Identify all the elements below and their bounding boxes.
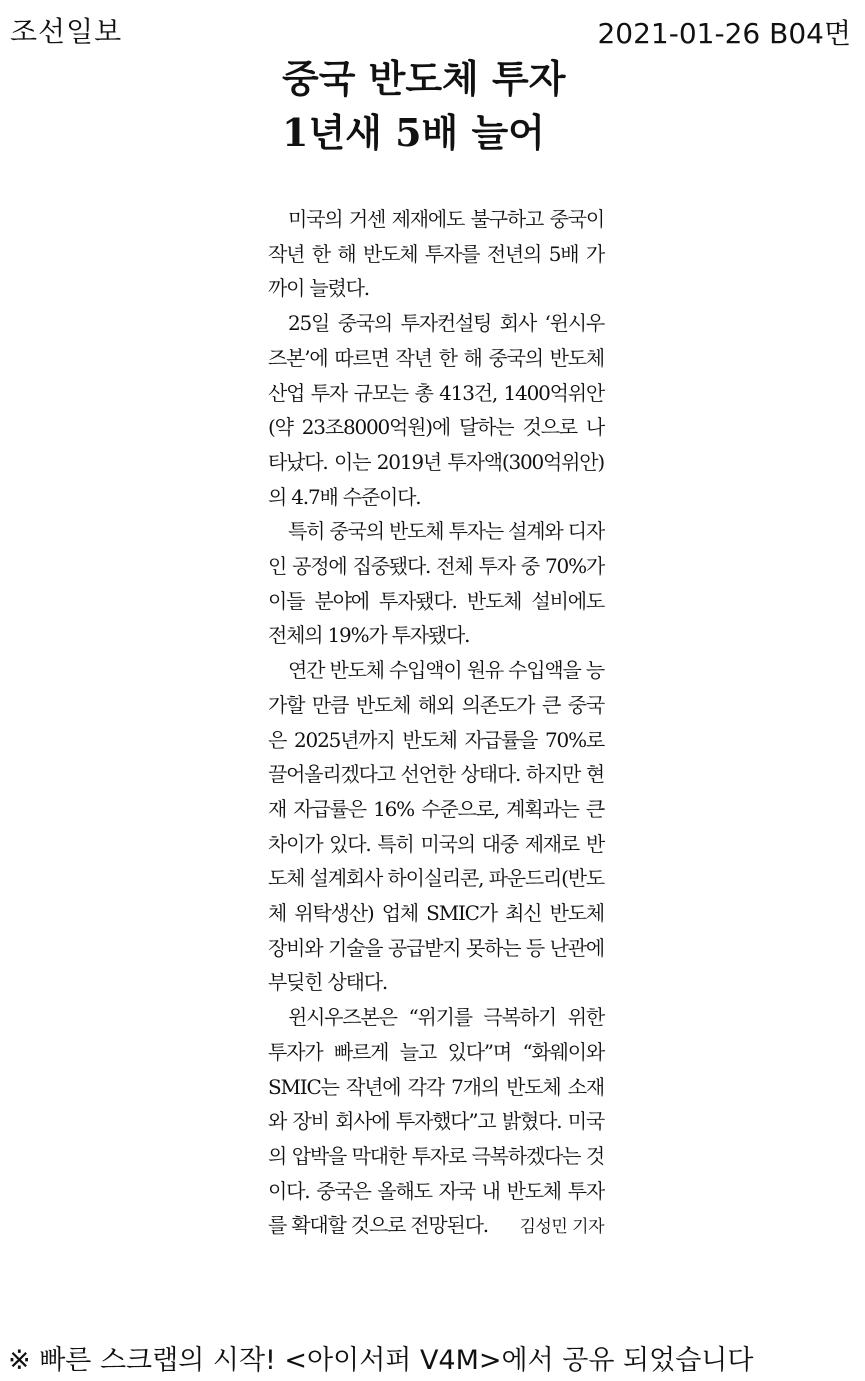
article-paragraph: 특히 중국의 반도체 투자는 설계와 디자인 공정에 집중됐다. 전체 투자 중 70%가 이들 분야에 투자됐다. 반도체 설비에도 전체의 19%가 투자됐다. bbox=[268, 519, 604, 648]
publication-name: 조선일보 bbox=[10, 15, 123, 48]
article-paragraph-text: 윈시우즈본은 “위기를 극복하기 위한 투자가 빠르게 늘고 있다”며 “화웨이와 SMIC는 작년에 각각 7개의 반도체 소재와 장비 회사에 투자했다”고 밝혔다. 미국의 압박을 막대한 투자로 극복하겠다는 것이다. 중국은 올해도 자국 내 반도체 투자를 확대할 것으로 전망된다. bbox=[268, 1005, 604, 1238]
article-paragraph: 미국의 거센 제재에도 불구하고 중국이 작년 한 해 반도체 투자를 전년의 5배 가까이 늘렸다. bbox=[268, 207, 604, 301]
headline-line-2: 1년새 5배 늘어 bbox=[282, 110, 545, 155]
headline bbox=[282, 52, 622, 160]
headline-line-1: 중국 반도체 투자 bbox=[282, 56, 566, 101]
article-body bbox=[268, 202, 604, 1245]
share-notice: ※ 빠른 스크랩의 시작! <아이서퍼 V4M>에서 공유 되었습니다 bbox=[8, 1345, 754, 1376]
article-paragraph: 연간 반도체 수입액이 원유 수입액을 능가할 만큼 반도체 해외 의존도가 큰 중국은 2025년까지 반도체 자급률을 70%로 끌어올리겠다고 선언한 상태다. 하지만 현재 자급률은 16% 수준으로, 계획과는 큰 차이가 있다. 특히 미국의 대중 제재로 반도체 설계회사 하이실리콘, 파운드리(반도체 위탁생산) 업체 SMIC가 최신 반도체 장비와 기술을 공급받지 못하는 등 난관에 부딪힌 상태다. bbox=[268, 658, 604, 995]
date-page-label: 2021-01-26 B04면 bbox=[597, 17, 851, 50]
article-paragraph: 25일 중국의 투자컨설팅 회사 ‘윈시우즈본’에 따르면 작년 한 해 중국의 반도체 산업 투자 규모는 총 413건, 1400억위안(약 23조8000억원)에 달하는 것으로 나타났다. 이는 2019년 투자액(300억위안)의 4.7배 수준이다. bbox=[268, 311, 604, 509]
byline: 김성민 기자 bbox=[519, 1217, 604, 1238]
article-paragraph-last bbox=[268, 1000, 604, 1243]
